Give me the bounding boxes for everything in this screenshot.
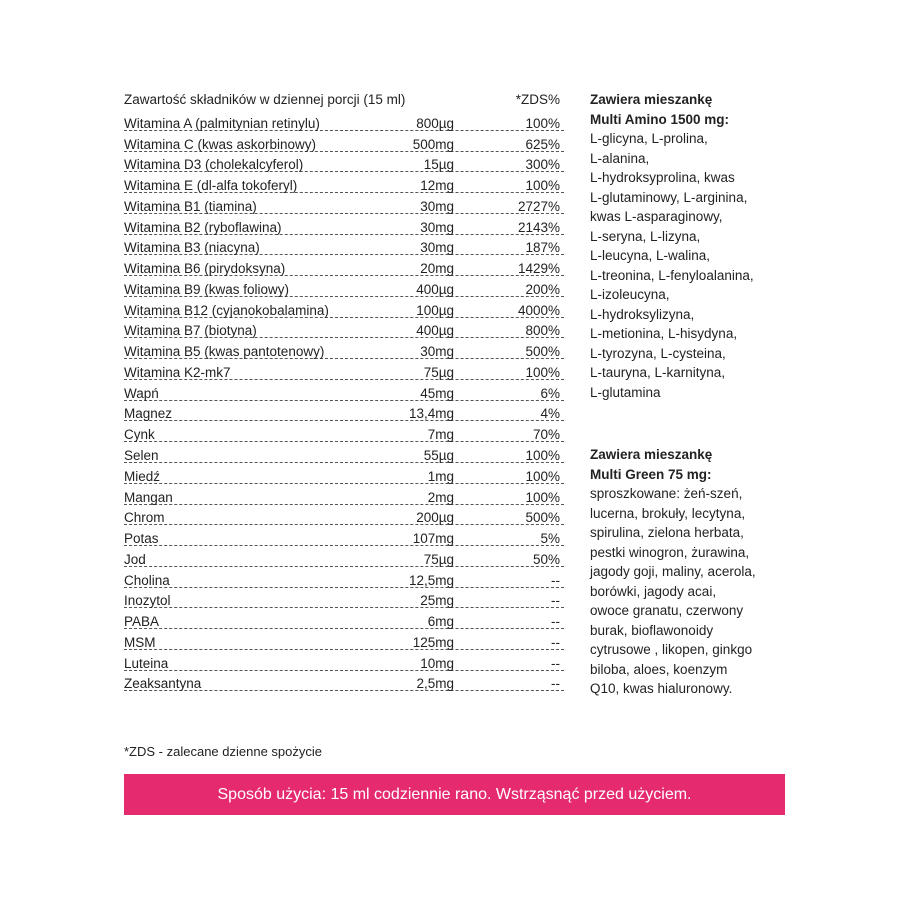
table-row [124,442,564,463]
ingredient-name: Witamina K2-mk7 [124,364,231,380]
amino-list-line: L-glutaminowy, L-arginina, [590,189,748,205]
amino-heading-line2: Multi Amino 1500 mg: [590,111,730,127]
amino-list [590,129,800,402]
table-body [124,110,564,691]
ingredient-amount: 25mg [420,593,454,609]
ingredient-name: Cynk [124,427,155,443]
ingredient-name: Miedź [124,468,161,484]
table-row [124,235,564,256]
green-list-line: borówki, jagody acai, [590,583,717,599]
ingredient-amount: 55µg [423,448,454,464]
ingredient-rda: 6% [540,385,560,401]
amino-list-line: L-glicyna, L-prolina, [590,131,708,146]
green-list-line: spirulina, zielona herbata, [590,525,744,540]
green-list [590,484,800,699]
ingredient-amount: 20mg [420,261,454,277]
green-list-line: cytrusowe , likopen, ginkgo [590,642,753,657]
header-ingredients-label: Zawartość składników w dziennej porcji (15 ml) [124,92,406,107]
table-row [124,505,564,526]
amino-list-line: L-tyrozyna, L-cysteina, [590,345,726,361]
amino-heading-line1: Zawiera mieszankę [590,92,713,107]
amino-list-line: L-seryna, L-lizyna, [590,228,701,244]
ingredient-rda: 100% [525,115,560,131]
amino-list-line: L-izoleucyna, [590,287,670,302]
table-row [124,401,564,422]
green-list-line: lucerna, brokuły, lecytyna, [590,505,746,521]
table-row [124,588,564,609]
ingredient-amount: 500mg [412,136,454,152]
ingredient-amount: 75µg [423,364,454,380]
ingredient-amount: 30mg [420,240,454,256]
ingredient-rda: 2143% [517,219,560,235]
ingredient-amount: 800µg [416,115,454,131]
table-row [124,359,564,380]
ingredient-name: Witamina B2 (ryboflawina) [124,219,282,235]
table-row [124,297,564,318]
green-list-line: Q10, kwas hialuronowy. [590,681,733,696]
ingredient-name: Chrom [124,510,165,526]
amino-list-line: L-treonina, L-fenyloalanina, [590,267,754,283]
ingredient-amount: 15µg [423,157,454,173]
ingredient-rda: 187% [525,240,560,256]
green-list-line: jagody goji, maliny, acerola, [590,564,756,579]
ingredient-amount: 30mg [420,198,454,214]
table-row [124,608,564,629]
header-rda-label: *ZDS% [515,92,560,107]
table-row [124,214,564,235]
ingredient-amount: 6mg [427,614,454,630]
table-row [124,152,564,173]
amino-list-line: L-glutamina [590,384,661,400]
ingredient-rda: 70% [532,427,560,443]
usage-banner [124,774,785,815]
amino-list-line: L-alanina, [590,150,650,166]
ingredient-name: Witamina E (dl-alfa tokoferyl) [124,178,298,194]
ingredient-name: Witamina B12 (cyjanokobalamina) [124,302,329,318]
green-heading-line2: Multi Green 75 mg: [590,466,712,482]
amino-list-line: L-metionina, L-hisydyna, [590,326,738,341]
ingredient-name: Witamina B3 (niacyna) [124,240,260,256]
table-row [124,463,564,484]
table-row [124,380,564,401]
ingredient-rda: 625% [525,136,560,152]
ingredient-amount: 107mg [412,531,454,547]
ingredient-name: Witamina B9 (kwas foliowy) [124,281,290,297]
ingredient-amount: 12,5mg [408,572,454,588]
table-row [124,421,564,442]
ingredient-rda: 100% [525,178,560,194]
ingredient-name: Witamina B1 (tiamina) [124,198,257,214]
ingredient-rda: 500% [525,344,560,360]
green-list-line: biloba, aloes, koenzym [590,661,728,677]
ingredient-rda: 500% [525,510,560,526]
ingredient-amount: 75µg [423,551,454,567]
green-list-line: sproszkowane: żeń-szeń, [590,486,743,501]
ingredient-name: Luteina [124,655,169,671]
ingredient-amount: 125mg [412,634,454,650]
ingredient-name: Witamina D3 (cholekalcyferol) [124,157,304,173]
ingredient-amount: 1mg [427,468,454,484]
ingredient-rda: -- [551,634,560,650]
ingredient-amount: 400µg [416,323,454,339]
ingredient-rda: 1429% [517,261,560,277]
table-row [124,671,564,692]
ingredient-amount: 2,5mg [416,676,454,692]
ingredient-rda: 100% [525,364,560,380]
amino-list-line: L-hydroksylizyna, [590,306,695,322]
ingredient-rda: -- [551,676,560,692]
ingredient-rda: 100% [525,448,560,464]
ingredient-amount: 100µg [416,302,454,318]
green-list-line: pestki winogron, żurawina, [590,544,750,560]
green-heading-line1: Zawiera mieszankę [590,447,713,462]
ingredient-name: Potas [124,531,159,547]
ingredient-amount: 30mg [420,219,454,235]
ingredient-amount: 13,4mg [408,406,454,422]
ingredient-name: MSM [124,634,156,650]
ingredient-rda: 100% [525,468,560,484]
usage-text: Sposób użycia: 15 ml codziennie rano. Wstrząsnąć przed użyciem. [217,785,692,803]
ingredient-name: Witamina A (palmitynian retinylu) [124,115,320,131]
ingredient-name: Witamina C (kwas askorbinowy) [124,136,317,152]
table-row [124,484,564,505]
ingredient-rda: 300% [525,157,560,173]
ingredient-amount: 2mg [427,489,454,505]
ingredient-name: Selen [124,448,159,464]
ingredient-rda: 5% [540,531,560,547]
amino-list-line: L-leucyna, L-walina, [590,248,711,263]
ingredient-name: Jod [124,551,146,567]
table-row [124,193,564,214]
ingredient-rda: 100% [525,489,560,505]
amino-list-line: kwas L-asparaginowy, [590,209,723,224]
ingredient-amount: 200µg [416,510,454,526]
amino-list-line: L-tauryna, L-karnityna, [590,365,726,380]
table-row [124,338,564,359]
ingredient-name: Zeaksantyna [124,676,202,692]
table-row [124,255,564,276]
ingredient-name: PABA [124,614,160,630]
ingredient-name: Witamina B7 (biotyna) [124,323,257,339]
amino-blend-section [590,90,800,402]
ingredient-rda: 50% [532,551,560,567]
ingredient-name: Mangan [124,489,173,505]
green-list-line: owoce granatu, czerwony [590,603,744,618]
table-row [124,172,564,193]
table-row [124,525,564,546]
amino-list-line: L-hydroksyprolina, kwas [590,170,735,185]
green-list-line: burak, bioflawonoidy [590,622,714,638]
ingredient-name: Cholina [124,572,170,588]
table-row [124,110,564,131]
ingredient-rda: 4000% [517,302,560,318]
ingredient-amount: 400µg [416,281,454,297]
ingredient-rda: -- [551,614,560,630]
ingredient-amount: 7mg [427,427,454,443]
table-row [124,131,564,152]
ingredient-name: Wapń [124,385,159,401]
ingredient-name: Magnez [124,406,173,422]
ingredient-amount: 12mg [420,178,454,194]
table-row [124,567,564,588]
table-row [124,629,564,650]
ingredient-name: Witamina B5 (kwas pantotenowy) [124,344,325,360]
table-row [124,546,564,567]
table-header [124,90,564,110]
footnote: *ZDS - zalecane dzienne spożycie [124,744,322,759]
ingredient-name: Inozytol [124,593,171,609]
nutrition-table [124,90,564,691]
ingredient-rda: 800% [525,323,560,339]
ingredient-rda: -- [551,655,560,671]
ingredient-rda: 2727% [517,198,560,214]
ingredient-amount: 45mg [420,385,454,401]
ingredient-name: Witamina B6 (pirydoksyna) [124,261,286,277]
ingredient-rda: -- [551,593,560,609]
ingredient-rda: -- [551,572,560,588]
ingredient-rda: 200% [525,281,560,297]
table-row [124,276,564,297]
ingredient-rda: 4% [540,406,560,422]
table-row [124,650,564,671]
green-blend-section [590,445,800,699]
table-row [124,318,564,339]
ingredient-amount: 30mg [420,344,454,360]
ingredient-amount: 10mg [420,655,454,671]
